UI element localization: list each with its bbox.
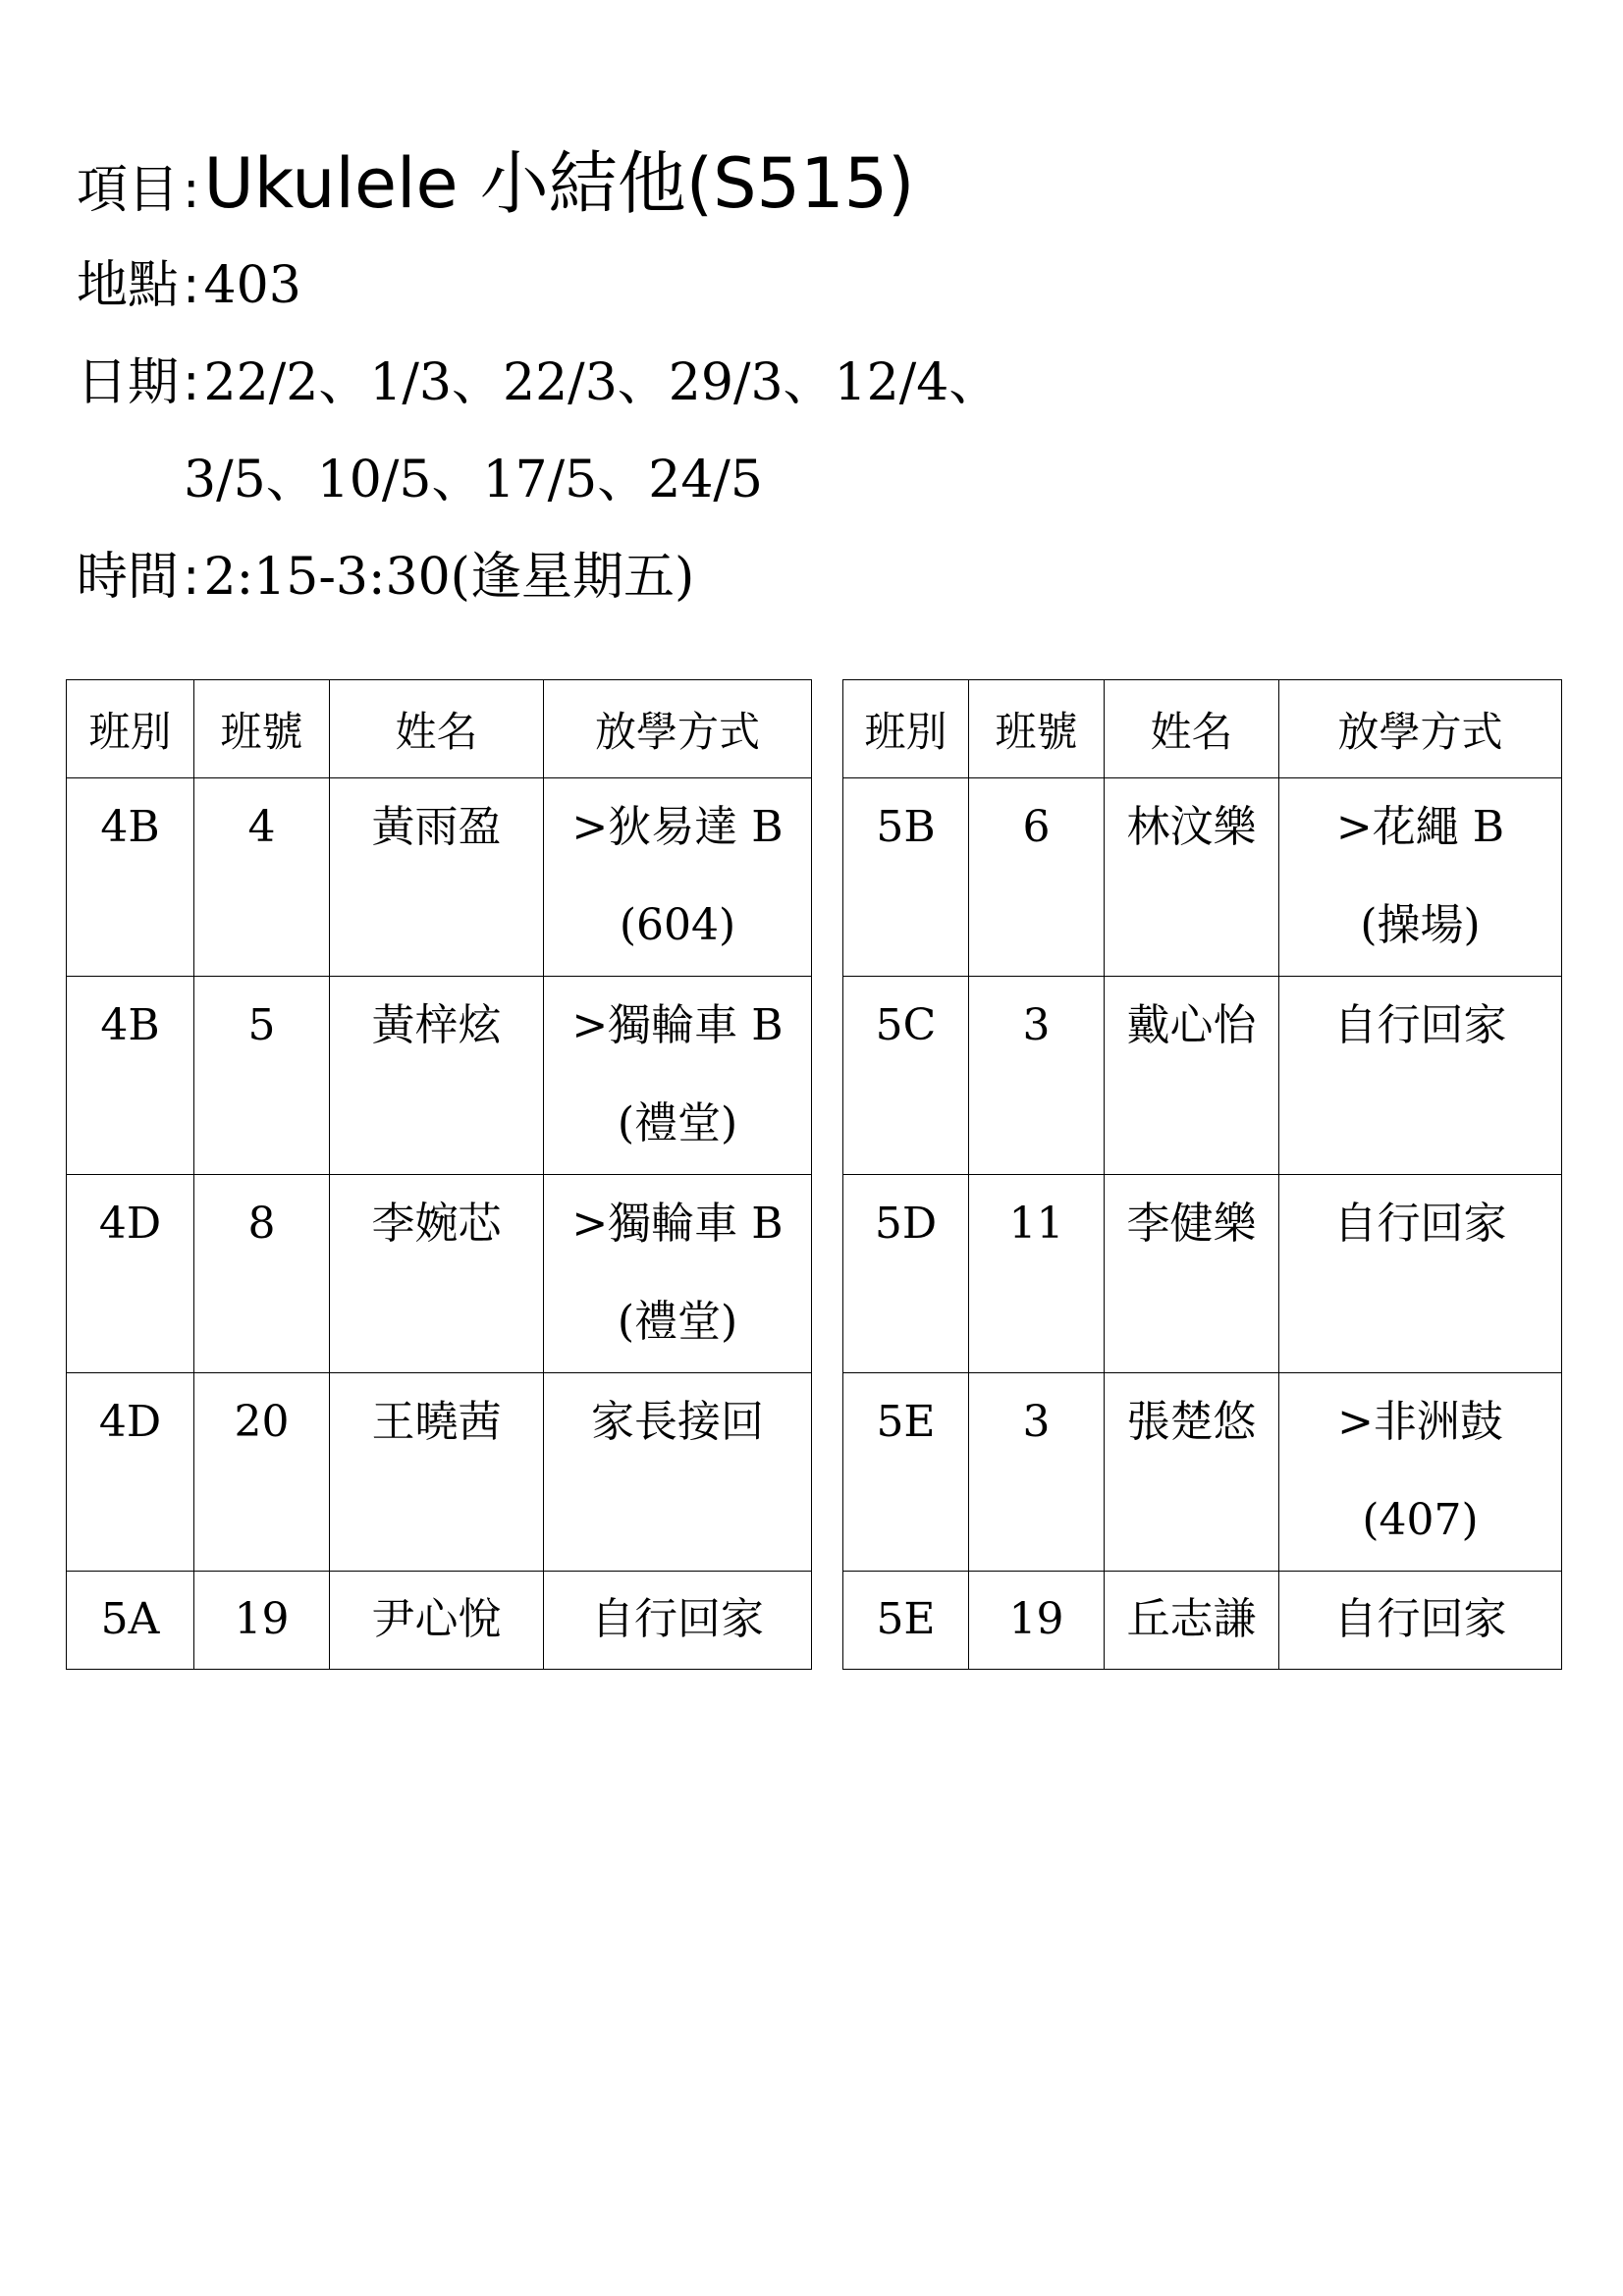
dismissal-line-1: 自行回家: [1333, 1000, 1507, 1050]
cell-class: 5E: [843, 1373, 969, 1572]
cell-dismissal: [1279, 1175, 1562, 1373]
cell-name: 王曉茜: [330, 1373, 544, 1572]
date-value-line1: 22/2、1/3、22/3、29/3、12/4、: [203, 353, 1001, 412]
roster-table-left: [66, 679, 812, 1670]
place-line: [77, 256, 301, 315]
cell-number: 6: [969, 778, 1105, 977]
header-dismissal: 放學方式: [544, 680, 812, 778]
table-row: [67, 1373, 812, 1572]
table-row: [843, 977, 1562, 1175]
item-separator: :: [183, 161, 200, 220]
cell-dismissal: [1279, 778, 1562, 977]
dismissal-line-2: (操場): [1360, 900, 1481, 950]
date-separator: :: [183, 353, 200, 412]
place-value: 403: [203, 256, 301, 315]
item-label: 項目: [77, 161, 180, 220]
table-row: [843, 1572, 1562, 1670]
dismissal-line-1: >獨輪車 B: [571, 1000, 784, 1050]
cell-name: 丘志謙: [1105, 1572, 1279, 1670]
dismissal-line-2: (407): [1362, 1495, 1479, 1545]
header-class: 班別: [843, 680, 969, 778]
roster-table-right: [842, 679, 1562, 1670]
header-name: 姓名: [1105, 680, 1279, 778]
cell-dismissal: 自行回家: [1279, 1572, 1562, 1670]
time-value: 2:15-3:30(逢星期五): [203, 548, 695, 607]
time-line: [77, 548, 695, 607]
dismissal-line-2: (禮堂): [617, 1098, 738, 1148]
cell-number: 4: [194, 778, 330, 977]
header-dismissal: 放學方式: [1279, 680, 1562, 778]
header-class: 班別: [67, 680, 194, 778]
item-line: [77, 143, 915, 224]
date-line: [77, 353, 1001, 412]
cell-class: 5C: [843, 977, 969, 1175]
cell-dismissal: [544, 1175, 812, 1373]
dismissal-line-1: 家長接回: [591, 1397, 764, 1447]
header-number: 班號: [194, 680, 330, 778]
cell-dismissal: [1279, 977, 1562, 1175]
dismissal-line-1: >非洲鼓: [1337, 1397, 1503, 1447]
cell-number: 3: [969, 977, 1105, 1175]
cell-dismissal: [544, 778, 812, 977]
cell-dismissal: 自行回家: [544, 1572, 812, 1670]
dismissal-line-1: >花繩 B: [1335, 802, 1505, 852]
table-row: [67, 778, 812, 977]
cell-dismissal: [544, 1373, 812, 1572]
cell-class: 4B: [67, 977, 194, 1175]
cell-dismissal: [544, 977, 812, 1175]
time-separator: :: [183, 548, 200, 607]
date-value-line2: 3/5、10/5、17/5、24/5: [184, 451, 764, 509]
cell-name: 林汶樂: [1105, 778, 1279, 977]
cell-name: 黃梓炫: [330, 977, 544, 1175]
place-separator: :: [183, 256, 200, 315]
table-row: [843, 1175, 1562, 1373]
cell-name: 戴心怡: [1105, 977, 1279, 1175]
table-header-row: [67, 680, 812, 778]
cell-number: 19: [194, 1572, 330, 1670]
date-label: 日期: [77, 353, 180, 412]
cell-name: 張楚悠: [1105, 1373, 1279, 1572]
cell-class: 5B: [843, 778, 969, 977]
cell-class: 5E: [843, 1572, 969, 1670]
cell-number: 20: [194, 1373, 330, 1572]
item-value: Ukulele 小結他(S515): [203, 143, 915, 224]
cell-name: 尹心悅: [330, 1572, 544, 1670]
cell-class: 4D: [67, 1175, 194, 1373]
cell-number: 19: [969, 1572, 1105, 1670]
dismissal-line-2: (604): [619, 900, 736, 950]
cell-number: 5: [194, 977, 330, 1175]
table-row: [67, 1572, 812, 1670]
time-label: 時間: [77, 548, 180, 607]
cell-class: 4B: [67, 778, 194, 977]
header-number: 班號: [969, 680, 1105, 778]
table-row: [67, 1175, 812, 1373]
cell-name: 李婉芯: [330, 1175, 544, 1373]
table-header-row: [843, 680, 1562, 778]
cell-number: 3: [969, 1373, 1105, 1572]
cell-number: 8: [194, 1175, 330, 1373]
dismissal-line-1: 自行回家: [1333, 1199, 1507, 1249]
dismissal-line-1: >狄易達 B: [571, 802, 784, 852]
table-row: [843, 778, 1562, 977]
cell-dismissal: [1279, 1373, 1562, 1572]
cell-name: 黃雨盈: [330, 778, 544, 977]
cell-number: 11: [969, 1175, 1105, 1373]
date-line-continued: [184, 451, 764, 509]
dismissal-line-2: (禮堂): [617, 1297, 738, 1347]
cell-name: 李健樂: [1105, 1175, 1279, 1373]
place-label: 地點: [77, 256, 180, 315]
cell-class: 5D: [843, 1175, 969, 1373]
cell-class: 5A: [67, 1572, 194, 1670]
dismissal-line-1: >獨輪車 B: [571, 1199, 784, 1249]
header-name: 姓名: [330, 680, 544, 778]
table-row: [843, 1373, 1562, 1572]
table-row: [67, 977, 812, 1175]
cell-class: 4D: [67, 1373, 194, 1572]
